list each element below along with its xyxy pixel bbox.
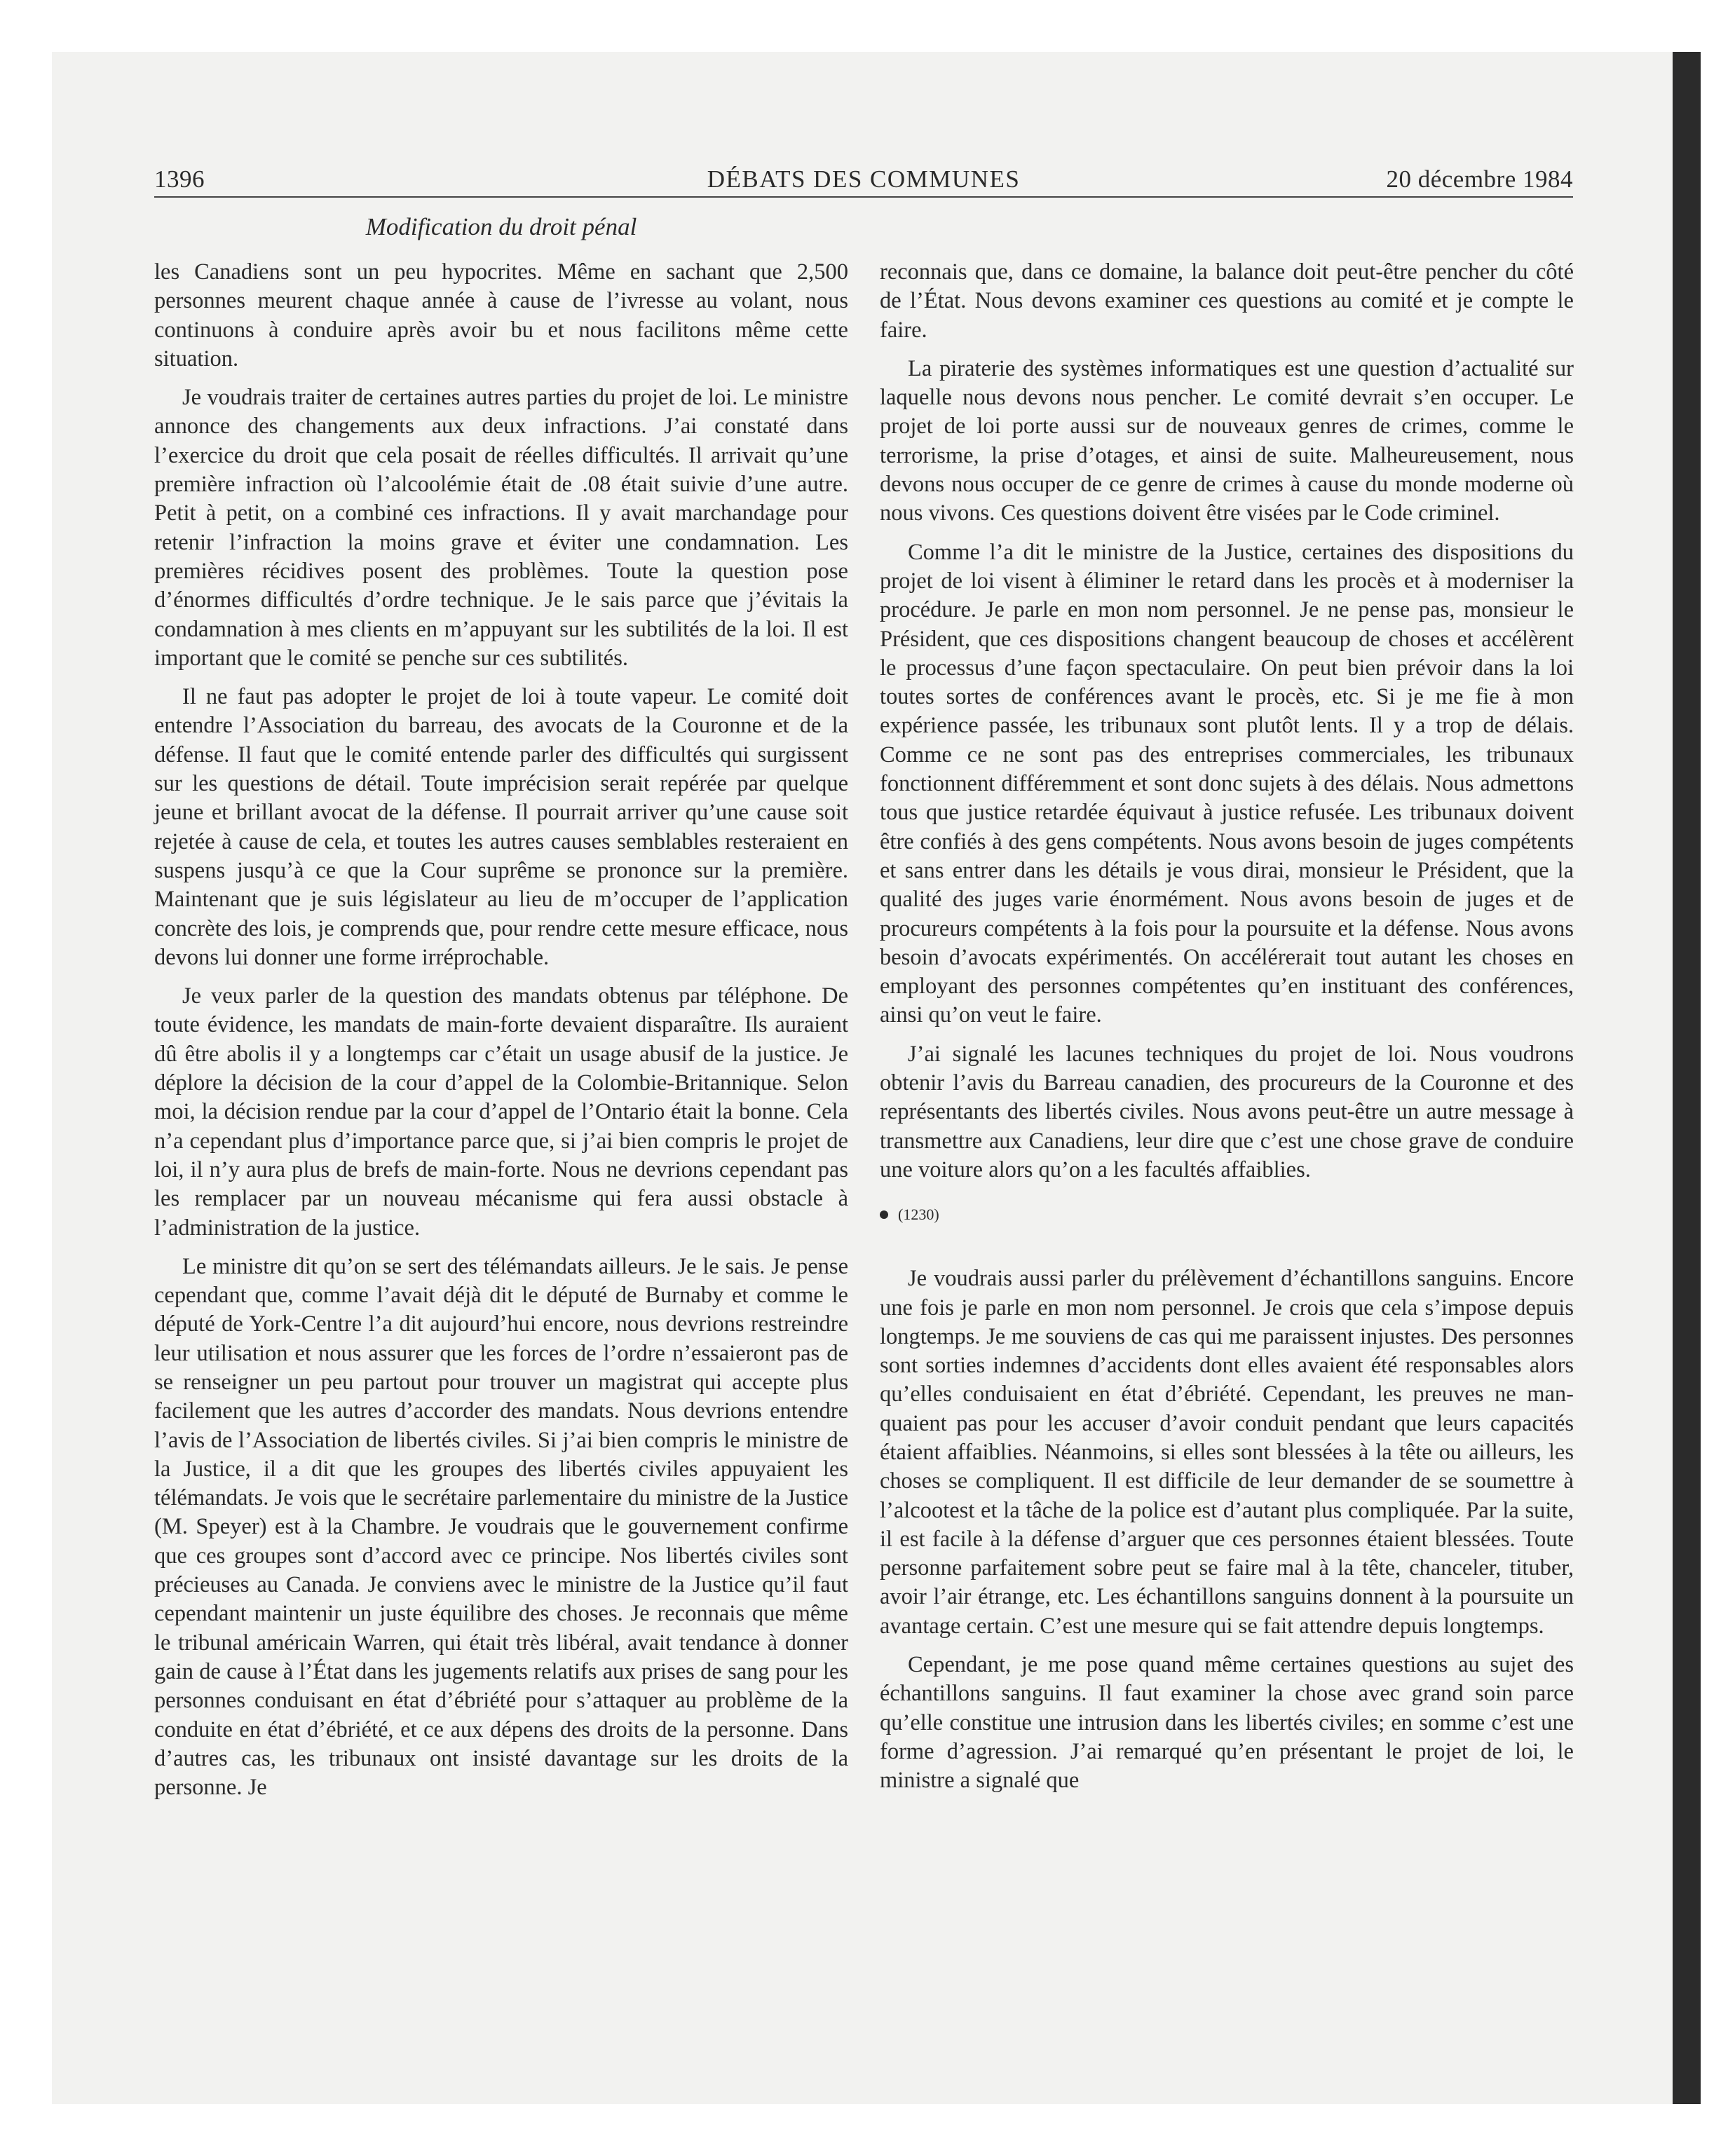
header-rule [154,196,1573,198]
right-column [880,258,1574,1806]
paragraph: Cependant, je me pose quand même certaines questions au sujet des échantillons sanguins. Il faut examiner la chose avec grand soin parce qu’elle constitue une intrusion dans les libertés civiles; en somme c’est une forme d’agression. J’ai remarqué qu’en présentant le projet de loi, le ministre a signalé que [880,1652,1574,1794]
publication-title: DÉBATS DES COMMUNES [707,165,1021,193]
page-number: 1396 [154,165,205,193]
paragraph: Le ministre dit qu’on se sert des télémandats ailleurs. Je le sais. Je pense cependant que, comme l’avait déjà dit le député de Burnaby et comme le député de York-Centre l’a dit aujourd’hui encore, nous devrions restreindre leur utilisation et nous assurer que les forces de l’ordre n’essaieront pas de se renseigner un peu partout pour trouver un magistrat qui accepte plus facilement que les autres d’accorder des mandats. Nous devrions entendre l’avis de l’Association de libertés civiles. Si j’ai bien compris le ministre de la Justice, il a dit que les groupes des libertés civiles appuyaient les télémandats. Je vois que le secrétaire parlementaire du ministre de la Justice (M. Speyer) est à la Chambre. Je voudrais que le gouvernement confirme que ces groupes sont d’accord avec ce principe. Nos libertés civiles sont précieuses au Canada. Je conviens avec le ministre de la Justice qu’il faut cependant maintenir un juste équilibre des choses. Je reconnais que même le tribunal américain Warren, qui était très libéral, avait tendance à donner gain de cause à l’État dans les jugements relatifs aux prises de sang pour les personnes conduisant en état d’ébriété pour s’attaquer au problème de la conduite en état d’ébriété, et ce aux dépens des droits de la personne. Dans d’autres cas, les tribunaux ont insisté davantage sur les droits de la personne. Je [154,1253,848,1801]
paragraph: J’ai signalé les lacunes techniques du projet de loi. Nous voudrons obtenir l’avis du Barreau canadien, des procureurs de la Couronne et des représentants des libertés civiles. Nous avons peut-être un autre message à transmettre aux Canadiens, leur dire que c’est une chose grave de conduire une voiture alors qu’on a les facultés affaiblies. [880,1041,1574,1182]
time-marker-label: (1230) [898,1206,939,1224]
paragraph: Je veux parler de la question des mandats obtenus par téléphone. De toute évidence, les mandats de main-forte devaient disparaître. Ils auraient dû être abolis il y a longtemps car c’était un usage abusif de la justice. Je déplore la décision de la cour d’appel de la Colombie-Britannique. Selon moi, la décision rendue par la cour d’appel de l’Ontario était la bonne. Cela n’a cependant plus d’importance parce que, si j’ai bien compris le projet de loi, il n’y aura plus de brefs de main-forte. Nous ne devrions cependant pas les remplacer par un nouveau mécanisme qui fera aussi obstacle à l’administration de la justice. [154,983,848,1241]
paragraph: Je voudrais traiter de certaines autres parties du projet de loi. Le ministre annonce des changements aux deux infractions. J’ai constaté dans l’exercice du droit que cela posait de réelles difficultés. Il arrivait qu’une première infraction où l’alcoolémie était de .08 était suivie d’une autre. Petit à petit, on a combiné ces infractions. Il y avait marchandage pour retenir l’infraction la moins grave et éviter une condamnation. Les premières récidives posent des problèmes. Toute la question pose d’énormes difficultés d’ordre technique. Je le sais parce que j’évitais la condamnation à mes clients en m’appuyant sur les subtilités de la loi. Il est important que le comité se penche sur ces subtilités. [154,385,848,671]
scan-edge [1673,52,1701,2104]
left-column [154,258,848,1812]
time-marker [880,1204,1574,1225]
paragraph: La piraterie des systèmes informatiques est une question d’actualité sur laquelle nous devons nous pencher. Le comité devrait s’en occuper. Le projet de loi porte aussi sur de nouveaux genres de crimes, comme le terrorisme, la prise d’otages, et ainsi de suite. Malheureusement, nous devons nous occuper de ce genre de crimes à cause du monde moderne où nous vivons. Ces questions doivent être visées par le Code criminel. [880,355,1574,526]
paragraph: Je voudrais aussi parler du prélèvement d’échantillons sanguins. Encore une fois je parle en mon nom personnel. Je crois que cela s’impose depuis longtemps. Je me souviens de cas qui me paraissent injustes. Des personnes sont sorties indemnes d’accidents dont elles avaient été responsables alors qu’elles conduisaient en état d’ébriété. Cependant, les preuves ne manquaient pas pour les accuser d’avoir conduit pendant que leurs capacités étaient affaiblies. Néanmoins, si elles sont blessées à la tête ou ailleurs, les choses se compliquent. Il est difficile de leur demander de se soumettre à l’alcootest et la tâche de la police est d’autant plus compliquée. Par la suite, il est facile à la défense d’arguer que ces personnes étaient blessées. Toute personne parfaitement sobre peut se faire mal à la tête, chanceler, tituber, avoir l’air étrange, etc. Les échantillons sanguins donnent à la poursuite un avantage certain. C’est une mesure qui se fait attendre depuis longtemps. [880,1266,1574,1639]
section-title: Modification du droit pénal [365,213,637,240]
paragraph: reconnais que, dans ce domaine, la balance doit peut-être pencher du côté de l’État. Nous devons examiner ces questions au comité et je compte le faire. [880,259,1574,343]
bullet-dot-icon [880,1210,888,1219]
header-date: 20 décembre 1984 [1386,165,1573,193]
paragraph: Comme l’a dit le ministre de la Justice, certaines des dispositions du projet de loi visent à éliminer le retard dans les procès et à moderniser la procédure. Je parle en mon nom personnel. Je ne pense pas, monsieur le Président, que ces dispositions changent beaucoup de choses et accélèrent le processus d’une façon spectaculaire. On peut bien prévoir dans la loi toutes sortes de conférences avant le procès, etc. Si je me fie à mon expérience passée, les tribunaux sont plutôt lents. Il y a trop de délais. Comme ce ne sont pas des entreprises commerciales, les tribunaux fonctionnent différemment et sont donc sujets à des délais. Nous admettons tous que justice retardée équivaut à justice refusée. Les tribunaux doivent être confiés à des gens compétents. Nous avons besoin de juges compétents et sans entrer dans les détails je vous dirai, monsieur le Président, que la qualité des juges varie énormément. Nous avons besoin de juges et de procureurs compétents à la fois pour la poursuite et la défense. Nous avons besoin d’avocats expérimentés. On accélérerait tout autant les choses en employant des personnes compétentes qu’en instituant des conférences, ainsi qu’on veut le faire. [880,539,1574,1028]
page-header [154,165,1573,196]
paragraph: Il ne faut pas adopter le projet de loi à toute vapeur. Le comité doit entendre l’Association du barreau, des avocats de la Couronne et de la défense. Il faut que le comité entende parler des difficultés qui surgissent sur les questions de détail. Toute imprécision serait repérée par quelque jeune et brillant avocat de la défense. Il pourrait arriver qu’une cause soit rejetée à cause de cela, et toutes les autres causes semblables resteraient en suspens jusqu’à ce que la Cour suprême se prononce sur la première. Maintenant que je suis législateur au lieu de m’occuper de l’application concrète des lois, je comprends que, pour rendre cette mesure efficace, nous devons lui donner une forme irréprochable. [154,684,848,970]
paragraph: les Canadiens sont un peu hypocrites. Même en sachant que 2,500 personnes meurent chaque année à cause de l’ivresse au volant, nous continuons à conduire après avoir bu et nous facilitons même cette situation. [154,259,848,371]
